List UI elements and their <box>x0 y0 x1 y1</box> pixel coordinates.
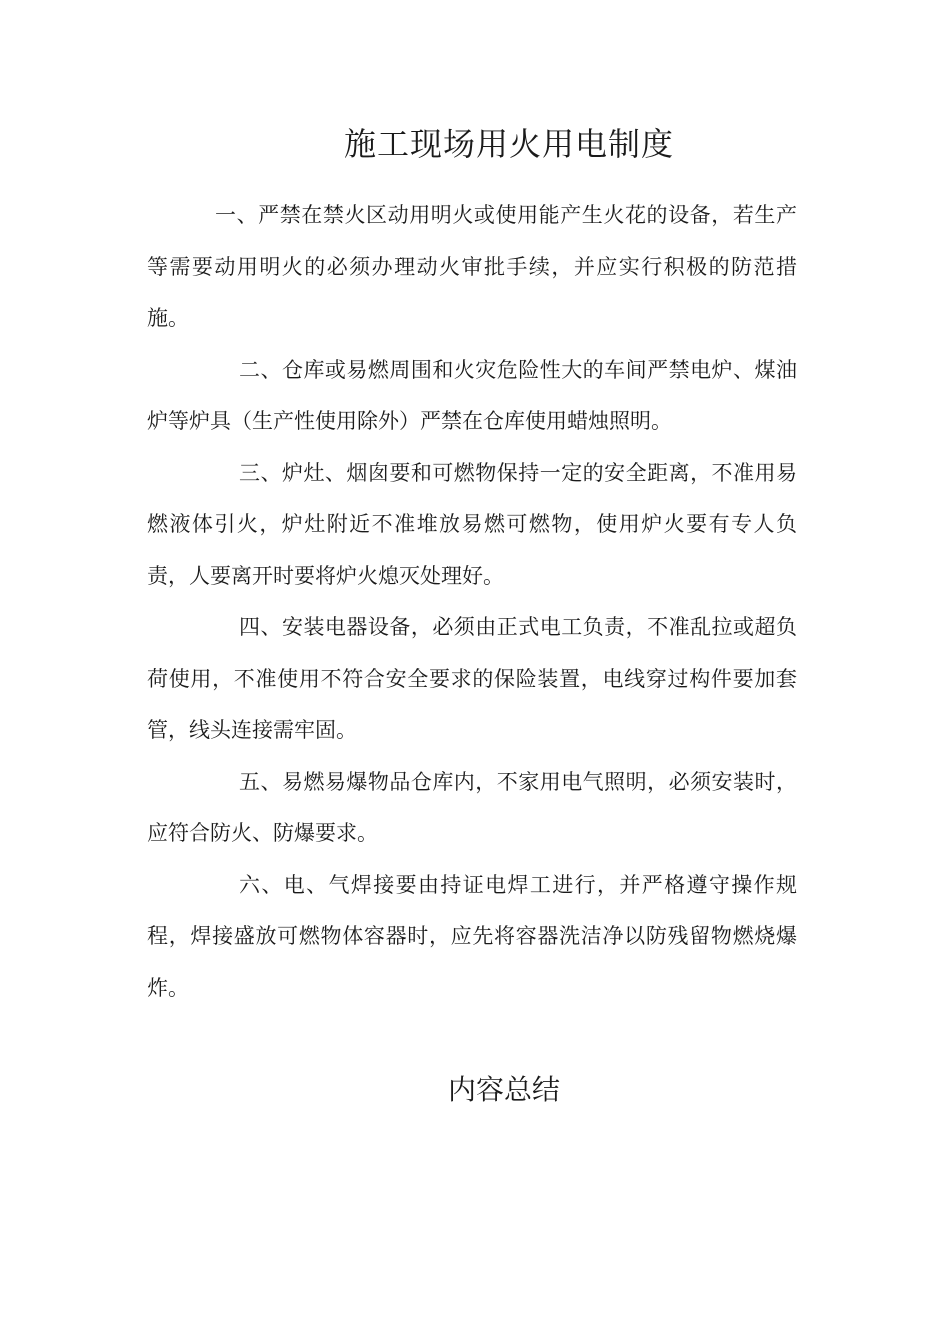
rule-paragraph-2: 二、仓库或易燃周围和火灾危险性大的车间严禁电炉、煤油炉等炉具（生产性使用除外）严禁在仓库使用蜡烛照明。 <box>147 357 797 433</box>
document-title: 施工现场用火用电制度 <box>343 125 674 163</box>
summary-heading: 内容总结 <box>447 1073 560 1106</box>
document-body <box>147 190 797 1014</box>
rule-paragraph-1: 一、严禁在禁火区动用明火或使用能产生火花的设备，若生产等需要动用明火的必须办理动火审批手续，并应实行积极的防范措施。 <box>147 203 797 330</box>
rule-paragraph-3: 三、炉灶、烟囱要和可燃物保持一定的安全距离，不准用易燃液体引火，炉灶附近不准堆放易燃可燃物，使用炉火要有专人负责，人要离开时要将炉火熄灭处理好。 <box>147 460 797 588</box>
rule-paragraph-6: 六、电、气焊接要由持证电焊工进行，并严格遵守操作规程，焊接盛放可燃物体容器时，应先将容器洗洁净以防残留物燃烧爆炸。 <box>147 872 797 1000</box>
rule-paragraph-5: 五、易燃易爆物品仓库内，不家用电气照明，必须安装时，应符合防火、防爆要求。 <box>147 769 797 845</box>
rule-paragraph-4: 四、安装电器设备，必须由正式电工负责，不准乱拉或超负荷使用，不准使用不符合安全要求的保险装置，电线穿过构件要加套管，线头连接需牢固。 <box>147 615 797 742</box>
